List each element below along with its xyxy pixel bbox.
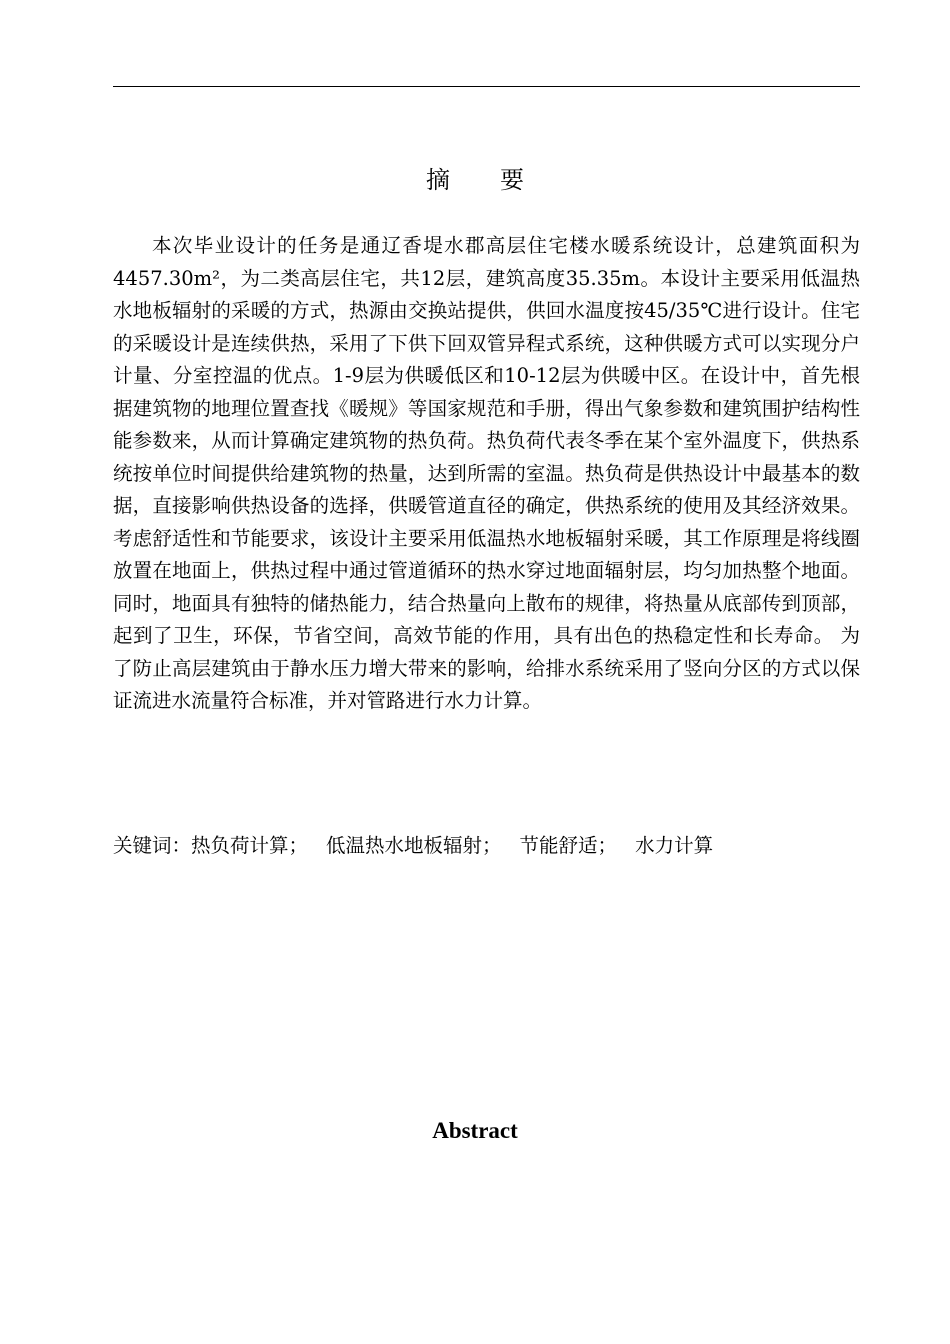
keywords-line: [113, 832, 860, 860]
title-char-1: 摘: [426, 166, 450, 194]
abstract-title-zh: [0, 160, 950, 195]
title-char-2: 要: [500, 166, 524, 194]
keyword-item: 低温热水地板辐射；: [326, 834, 502, 857]
keyword-item: 热负荷计算；: [191, 834, 309, 857]
keyword-item: 节能舒适；: [519, 834, 618, 857]
header-rule: [113, 86, 860, 87]
keywords-label: 关键词：: [113, 834, 192, 857]
keyword-item: 水力计算: [635, 834, 714, 857]
abstract-title-en: Abstract: [432, 1118, 518, 1143]
abstract-paragraph: 本次毕业设计的任务是通辽香堤水郡高层住宅楼水暖系统设计，总建筑面积为4457.30m²，为二类高层住宅，共12层，建筑高度35.35m。本设计主要采用低温热水地板辐射的采暖的方式，热源由交换站提供，供回水温度按45/35℃进行设计。住宅的采暖设计是连续供热，采用了下供下回双管异程式系统，这种供暖方式可以实现分户计量、分室控温的优点。1-9层为供暖低区和10-12层为供暖中区。在设计中，首先根据建筑物的地理位置查找《暖规》等国家规范和手册，得出气象参数和建筑围护结构性能参数来，从而计算确定建筑物的热负荷。热负荷代表冬季在某个室外温度下，供热系统按单位时间提供给建筑物的热量，达到所需的室温。热负荷是供热设计中最基本的数据，直接影响供热设备的选择，供暖管道直径的确定，供热系统的使用及其经济效果。考虑舒适性和节能要求，该设计主要采用低温热水地板辐射采暖，其工作原理是将线圈放置在地面上，供热过程中通过管道循环的热水穿过地面辐射层，均匀加热整个地面。同时，地面具有独特的储热能力，结合热量向上散布的规律，将热量从底部传到顶部，起到了卫生，环保，节省空间，高效节能的作用，具有出色的热稳定性和长寿命。 为了防止高层建筑由于静水压力增大带来的影响，给排水系统采用了竖向分区的方式以保证流进水流量符合标准，并对管路进行水力计算。: [113, 234, 860, 712]
